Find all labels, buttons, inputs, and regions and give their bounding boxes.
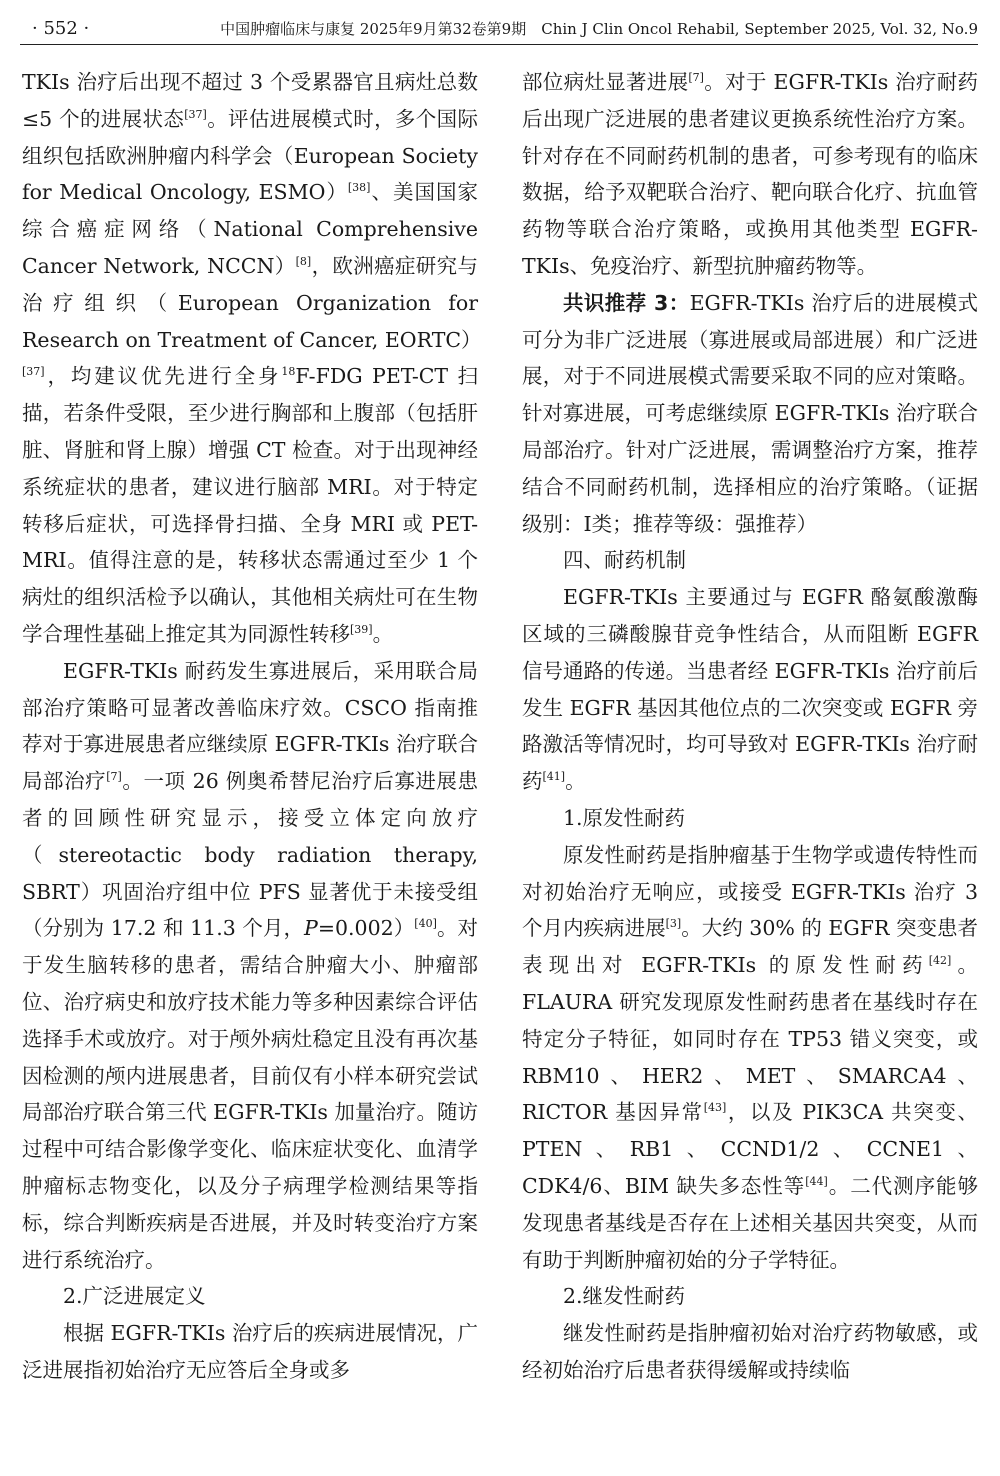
paragraph: EGFR-TKIs 主要通过与 EGFR 酪氨酸激酶区域的三磷酸腺苷竞争性结合，从而阻断 EGFR 信号通路的传递。当患者经 EGFR-TKIs 治疗前后发生 EGFR 基因其他位点的二次突变或 EGFR 旁路激活等情况时，均可导致对 EGFR-TKIs 治疗耐药[41]。 — [522, 585, 978, 794]
paragraph: 部位病灶显著进展[7]。对于 EGFR-TKIs 治疗耐药后出现广泛进展的患者建议更换系统性治疗方案。针对存在不同耐药机制的患者，可参考现有的临床数据，给予双靶联合治疗、靶向联合化疗、抗血管药物等联合治疗策略，或换用其他类型 EGFR-TKIs、免疫治疗、新型抗肿瘤药物等。 — [522, 70, 978, 278]
paragraph: EGFR-TKIs 耐药发生寡进展后，采用联合局部治疗策略可显著改善临床疗效。CSCO 指南推荐对于寡进展患者应继续原 EGFR-TKIs 治疗联合局部治疗[7]。一项 26 例奥希替尼治疗后寡进展患者的回顾性研究显示，接受立体定向放疗（stereotactic body radiation therapy, SBRT）巩固治疗组中位 PFS 显著优于未接受组（分别为 17.2 和 11.3 个月，P=0.002）[40]。对于发生脑转移的患者，需结合肿瘤大小、肿瘤部位、治疗病史和放疗技术能力等多种因素综合评估选择手术或放疗。对于颅外病灶稳定且没有再次基因检测的颅内进展患者，目前仅有小样本研究尝试局部治疗联合第三代 EGFR-TKIs 加量治疗。随访过程中可结合影像学变化、临床症状变化、血清学肿瘤标志物变化，以及分子病理学检测结果等指标，综合判断疾病是否进展，并及时转变治疗方案进行系统治疗。 — [22, 658, 478, 1272]
section-heading: 2.广泛进展定义 — [63, 1284, 206, 1309]
running-header — [20, 10, 978, 45]
citation[interactable]: [39] — [350, 623, 373, 637]
section-heading: 四、耐药机制 — [563, 548, 686, 573]
paragraph: 根据 EGFR-TKIs 治疗后的疾病进展情况，广泛进展指初始治疗无应答后全身或多 — [22, 1321, 478, 1382]
citation[interactable]: [42] — [928, 954, 952, 968]
citation[interactable]: [43] — [703, 1101, 727, 1115]
paragraph: 原发性耐药是指肿瘤基于生物学或遗传特性而对初始治疗无响应，或接受 EGFR-TKIs 治疗 3 个月内疾病进展[3]。大约 30% 的 EGFR 突变患者表现出对 EGFR-TKIs 的原发性耐药[42]。FLAURA 研究发现原发性耐药患者在基线时存在特定分子特征，如同时存在 TP53 错义突变，或 RBM10、HER2、MET、SMARCA4、RICTOR 基因异常[43]，以及 PIK3CA 共突变、PTEN、RB1、CCND1/2、CCNE1、CDK4/6、BIM 缺失多态性等[44]。二代测序能够发现患者基线是否存在上述相关基因共突变，从而有助于判断肿瘤初始的分子学特征。 — [522, 842, 979, 1272]
citation[interactable]: [7] — [106, 770, 122, 784]
consensus-label: 共识推荐 3： — [563, 290, 690, 315]
citation[interactable]: [44] — [805, 1175, 828, 1189]
citation[interactable]: [8] — [295, 255, 312, 269]
citation[interactable]: [37] — [22, 365, 45, 379]
paragraph: TKIs 治疗后出现不超过 3 个受累器官且病灶总数≤5 个的进展状态[37]。评估进展模式时，多个国际组织包括欧洲肿瘤内科学会（European Society for Medical Oncology, ESMO）[38]、美国国家综合癌症网络（National Comprehensive Cancer Network, NCCN）[8]，欧洲癌症研究与治疗组织（European Organization for Research on Treatment of Cancer, EORTC）[37]，均建议优先进行全身$^{18}$F-FDG PET-CT 扫描，若条件受限，至少进行胸部和上腹部（包括肝脏、肾脏和肾上腺）增强 CT 检查。对于出现神经系统症状的患者，建议进行脑部 MRI。对于特定转移后症状，可选择骨扫描、全身 MRI 或 PET-MRI。值得注意的是，转移状态需通过至少 1 个病灶的组织活检予以确认，其他相关病灶可在生物学合理性基础上推定其为同源性转移[39]。 — [22, 70, 482, 646]
page-number: · 552 · — [32, 18, 90, 39]
citation[interactable]: [40] — [414, 917, 437, 931]
citation[interactable]: [41] — [542, 770, 566, 784]
consensus-recommendation: 共识推荐 3：EGFR-TKIs 治疗后的进展模式可分为非广泛进展（寡进展或局部进展）和广泛进展，对于不同进展模式需要采取不同的应对策略。针对寡进展，可考虑继续原 EGFR-TKIs 治疗联合局部治疗。针对广泛进展，需调整治疗方案，推荐结合不同耐药机制，选择相应的治疗策略。（证据级别：Ⅰ类；推荐等级：强推荐） — [522, 290, 978, 536]
left-column — [22, 64, 482, 1389]
citation[interactable]: [37] — [184, 107, 207, 121]
right-column — [522, 64, 978, 1389]
paragraph: 继发性耐药是指肿瘤初始对治疗药物敏感，或经初始治疗后患者获得缓解或持续临 — [522, 1321, 978, 1382]
citation[interactable]: [7] — [688, 71, 704, 85]
subsection-heading: 2.继发性耐药 — [563, 1284, 686, 1309]
citation[interactable]: [38] — [347, 181, 371, 195]
subsection-heading: 1.原发性耐药 — [563, 805, 686, 830]
citation[interactable]: [3] — [665, 917, 682, 931]
journal-running-title: 中国肿瘤临床与康复 2025年9月第32卷第9期 Chin J Clin Oncol Rehabil, September 2025, Vol. 32, No.9 — [220, 20, 978, 38]
isotope-superscript: 18 — [281, 365, 296, 379]
